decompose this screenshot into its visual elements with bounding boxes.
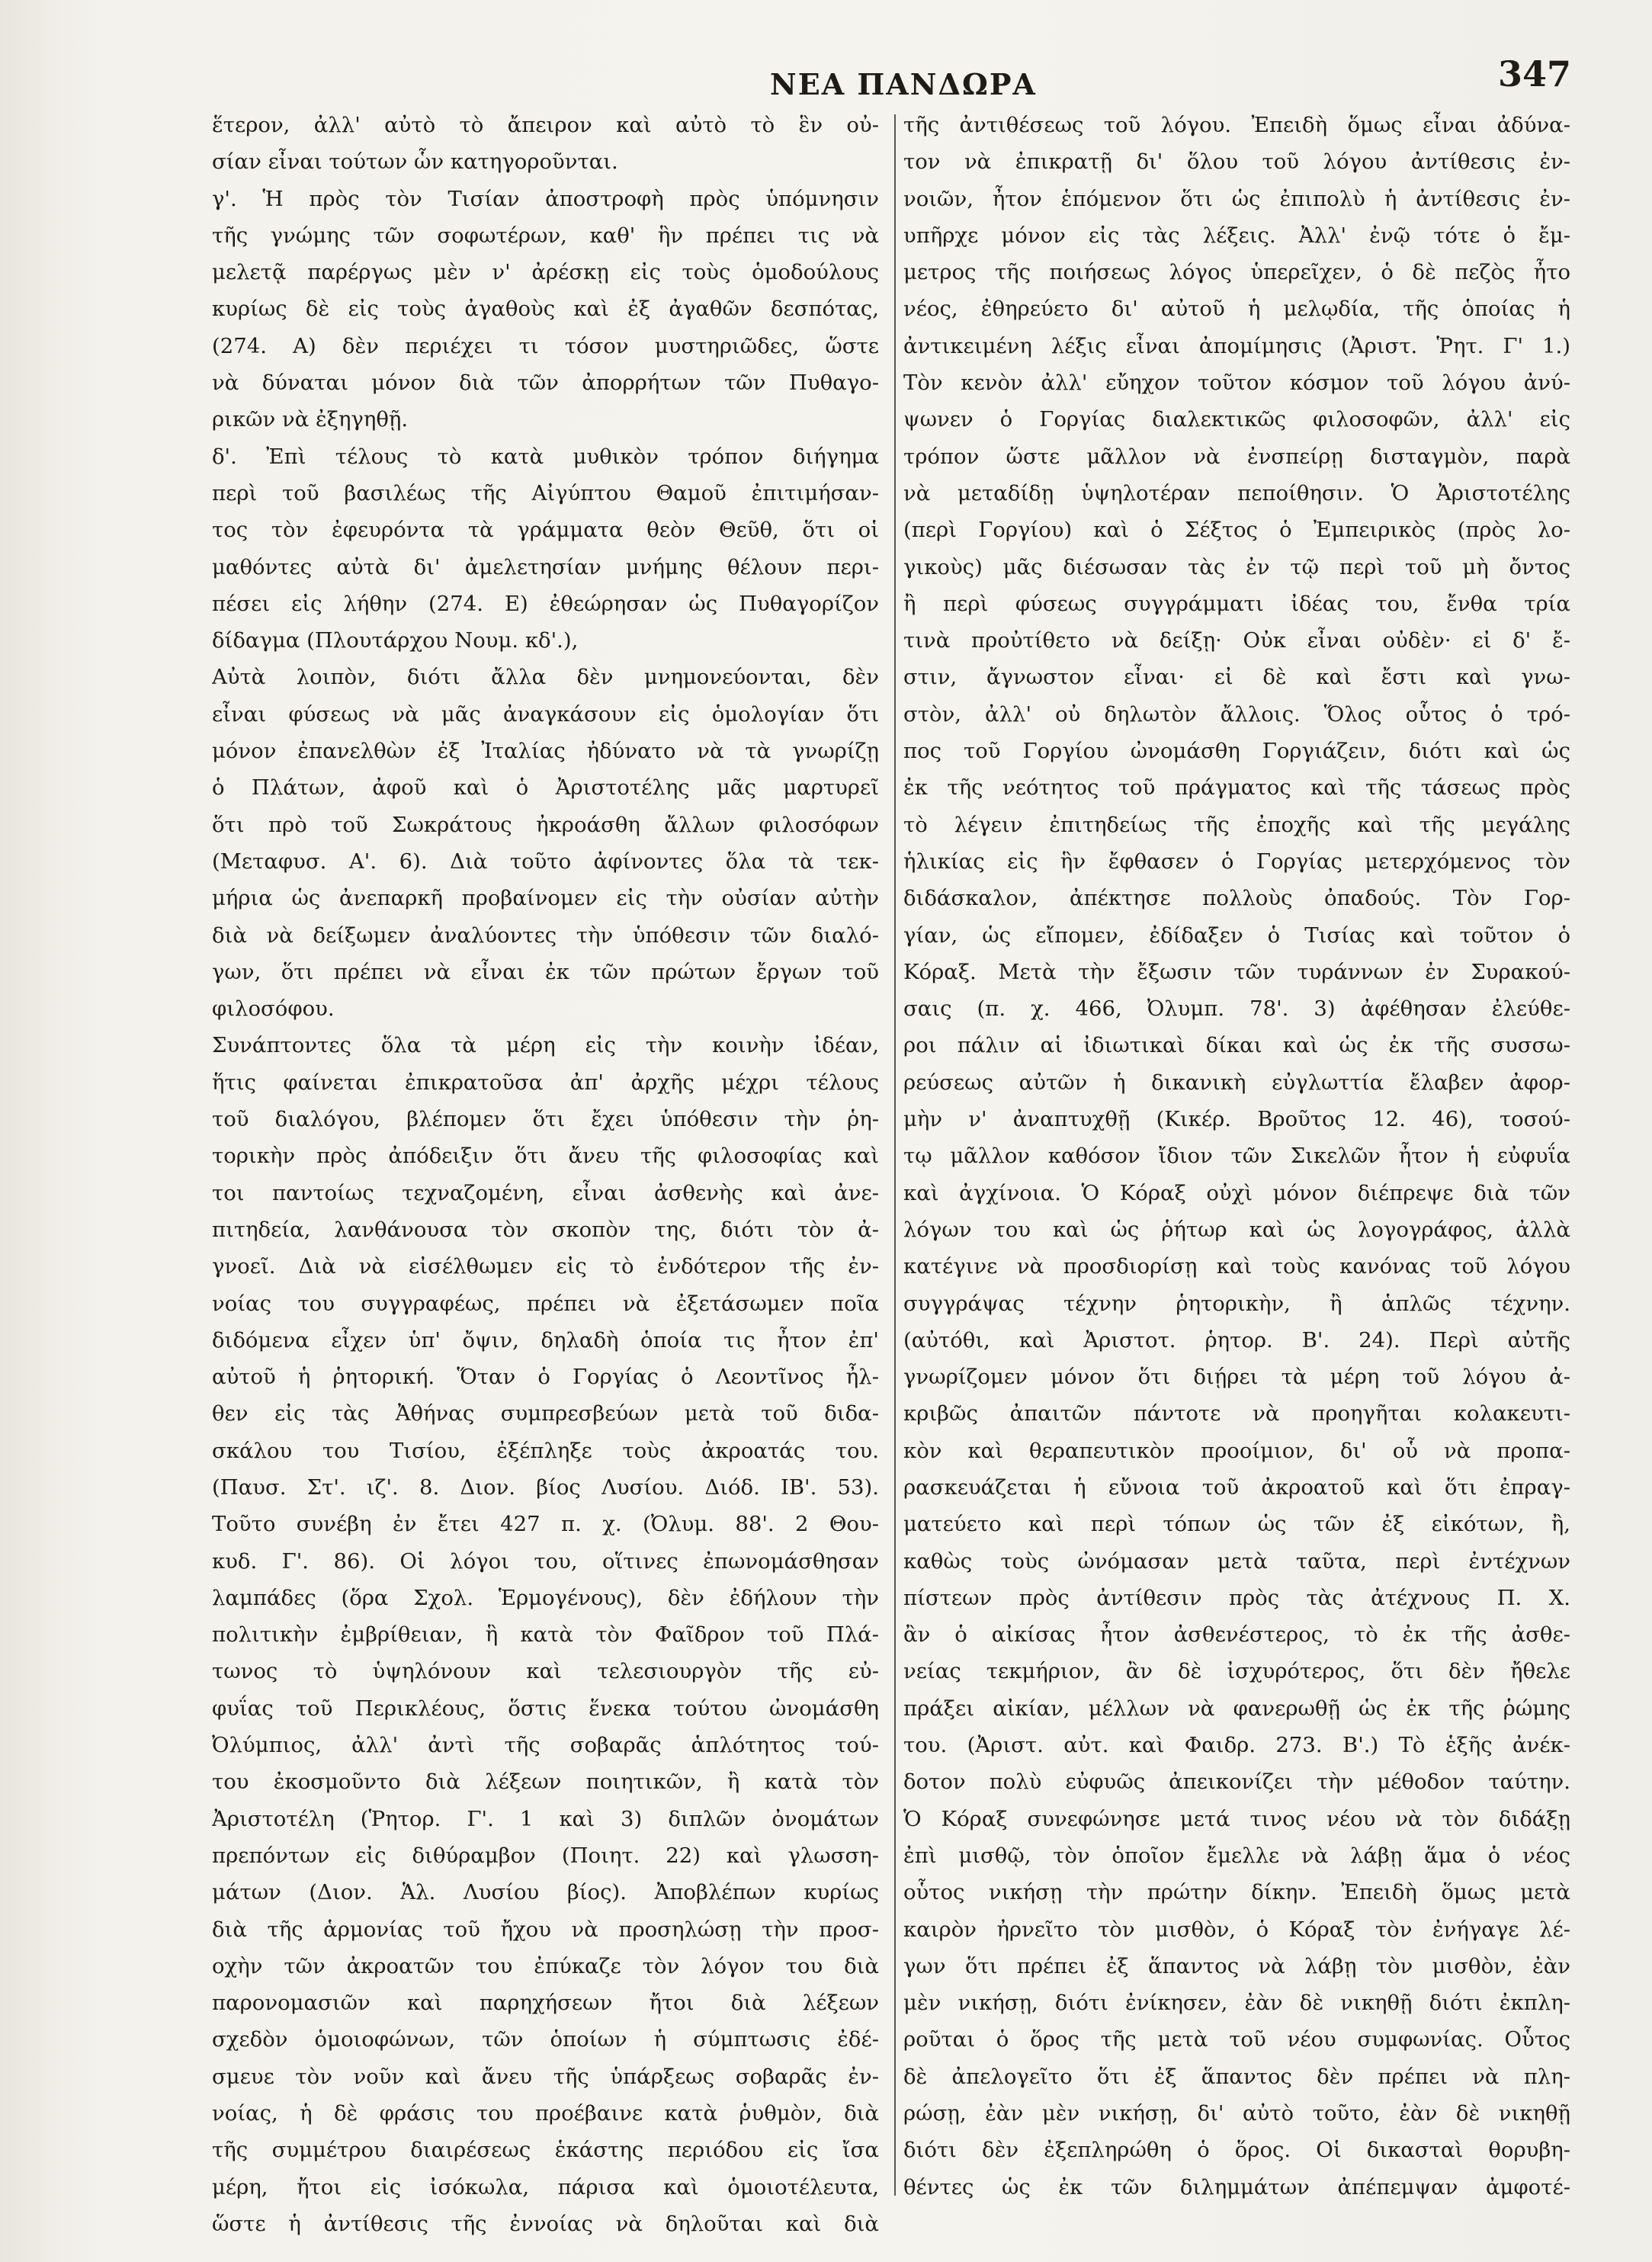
text-line: νοιῶν, ἦτον ἑπόμενον ὅτι ὡς ἐπιπολὺ ἡ ἀντίθεσις ἐν-	[903, 186, 1570, 211]
text-line: (αὐτόθι, καὶ Ἀριστοτ. ῥητορ. Β'. 24). Περὶ αὐτῆς	[903, 1327, 1570, 1352]
text-line: καὶ ἀγχίνοια. Ὁ Κόραξ οὐχὶ μόνον διέπρεψε διὰ τῶν	[903, 1180, 1570, 1205]
text-line: διδάσκαλον, ἀπέκτησε πολλοὺς ὀπαδούς. Τὸν Γορ-	[903, 886, 1570, 911]
text-line: καιρὸν ἠρνεῖτο τὸν μισθὸν, ὁ Κόραξ τὸν ἐνήγαγε λέ-	[903, 1917, 1570, 1942]
text-line: γικοὺς) μᾶς διέσωσαν τὰς ἐν τῷ περὶ τοῦ μὴ ὄντος	[903, 554, 1570, 579]
text-line: ὁ Πλάτων, ἀφοῦ καὶ ὁ Ἀριστοτέλης μᾶς μαρτυρεῖ	[212, 775, 879, 801]
text-line: ἢ περὶ φύσεως συγγράμματι ἰδέας του, ἔνθα τρία	[903, 591, 1570, 616]
text-line: μέρη, ἤτοι εἰς ἰσόκωλα, πάρισα καὶ ὁμοιοτέλευτα,	[212, 2174, 879, 2199]
text-line: πράξει αἰκίαν, μέλλων νὰ φανερωθῇ ὡς ἐκ τῆς ῥώμης	[903, 1696, 1570, 1721]
text-line: οὗτος νικήσῃ τὴν πρώτην δίκην. Ἐπειδὴ ὅμως μετὰ	[903, 1880, 1570, 1905]
text-line: νὰ δύναται μόνον διὰ τῶν ἀπορρήτων τῶν Πυθαγο-	[212, 371, 879, 396]
text-line: κυρίως δὲ εἰς τοὺς ἀγαθοὺς καὶ ἐξ ἀγαθῶν δεσπότας,	[212, 297, 879, 322]
text-line: ροῦται ὁ ὅρος τῆς μετὰ τοῦ νέου συμφωνίας. Οὗτος	[903, 2027, 1570, 2052]
text-line: συγγράψας τέχνην ῥητορικὴν, ἢ ἁπλῶς τέχνην.	[903, 1291, 1570, 1316]
text-line: ρώσῃ, ἐὰν μὲν νικήσῃ, δι' αὐτὸ τοῦτο, ἐὰν δὲ νικηθῇ	[903, 2101, 1570, 2126]
text-line: ἐπὶ μισθῷ, τὸν ὁποῖον ἔμελλε νὰ λάβῃ ἅμα ὁ νέος	[903, 1843, 1570, 1868]
text-line: ματεύετο καὶ περὶ τόπων ὡς τῶν ἐξ εἰκότων, ἢ,	[903, 1512, 1570, 1537]
text-line: του. (Ἀριστ. αὐτ. καὶ Φαιδρ. 273. Β'.) Τὸ ἑξῆς ἀνέκ-	[903, 1733, 1570, 1758]
text-line: μήρια ὡς ἀνεπαρκῆ προβαίνομεν εἰς τὴν οὐσίαν αὐτὴν	[212, 886, 879, 911]
text-line: ἡλικίας εἰς ἣν ἔφθασεν ὁ Γοργίας μετερχόμενος τὸν	[903, 849, 1570, 874]
left-text-column	[212, 107, 879, 2242]
text-line: ὥστε ἡ ἀντίθεσις τῆς ἐννοίας νὰ δηλοῦται καὶ διὰ	[212, 2211, 879, 2236]
text-line: (περὶ Γοργίου) καὶ ὁ Σέξτος ὁ Ἐμπειρικὸς (πρὸς λο-	[903, 518, 1570, 543]
text-line: νείας τεκμήριον, ἂν δὲ ἰσχυρότερος, ὅτι δὲν ἤθελε	[903, 1659, 1570, 1684]
text-line: (274. Α) δὲν περιέχει τι τόσον μυστηριῶδες, ὥστε	[212, 333, 879, 358]
text-line: λόγων του καὶ ὡς ῥήτωρ καὶ ὡς λογογράφος, ἀλλὰ	[903, 1217, 1570, 1242]
text-line: γνοεῖ. Διὰ νὰ εἰσέλθωμεν εἰς τὸ ἐνδότερον τῆς ἐν-	[212, 1254, 879, 1279]
text-line: υπῆρχε μόνον εἰς τὰς λέξεις. Ἀλλ' ἐνῷ τότε ὁ ἔμ-	[903, 223, 1570, 248]
text-line: τὸ λέγειν ἐπιτηδείως τῆς ἐποχῆς καὶ τῆς μεγάλης	[903, 812, 1570, 837]
text-line: κατέγινε νὰ προσδιορίσῃ καὶ τοὺς κανόνας τοῦ λόγου	[903, 1254, 1570, 1279]
text-line: σίαν εἶναι τούτων ὧν κατηγοροῦνται.	[212, 149, 618, 175]
text-line: μετρος τῆς ποιήσεως λόγος ὑπερεῖχεν, ὁ δὲ πεζὸς ἦτο	[903, 260, 1570, 285]
text-line: τρόπον ὥστε μᾶλλον νὰ ἐνσπείρῃ δισταγμὸν, παρὰ	[903, 444, 1570, 469]
text-line: τῳ μᾶλλον καθόσον ἴδιον τῶν Σικελῶν ἦτον ἡ εὐφυΐα	[903, 1144, 1570, 1169]
text-line: νέος, ἐθηρεύετο δι' αὐτοῦ ἡ μελῳδία, τῆς ὁποίας ἡ	[903, 297, 1570, 322]
text-line: Τοῦτο συνέβη ἐν ἔτει 427 π. χ. (Ὀλυμ. 88'. 2 Θου-	[212, 1512, 879, 1537]
text-line: σχεδὸν ὁμοιοφώνων, τῶν ὁποίων ἡ σύμπτωσις ἐδέ-	[212, 2027, 879, 2052]
text-line: φυΐας τοῦ Περικλέους, ὅστις ἕνεκα τούτου ὠνομάσθη	[212, 1696, 879, 1721]
text-line: διότι δὲν ἐξεπληρώθη ὁ ὅρος. Οἱ δικασταὶ θορυβη-	[903, 2138, 1570, 2163]
text-line: πιτηδεία, λανθάνουσα τὸν σκοπὸν της, διότι τὸν ἀ-	[212, 1217, 879, 1242]
text-line: τῆς γνώμης τῶν σοφωτέρων, καθ' ἣν πρέπει τις νὰ	[212, 223, 879, 248]
text-line: τινὰ προὐτίθετο νὰ δείξῃ· Οὐκ εἶναι οὐδὲν· εἰ δ' ἔ-	[903, 628, 1570, 653]
page-header	[0, 46, 1652, 99]
text-line: τοι παντοίως τεχναζομένη, εἶναι ἀσθενὴς καὶ ἀνε-	[212, 1180, 879, 1205]
page-number: 347	[1498, 53, 1572, 95]
text-line: ρικῶν νὰ ἐξηγηθῇ.	[212, 407, 409, 432]
text-line: ἕτερον, ἀλλ' αὐτὸ τὸ ἄπειρον καὶ αὐτὸ τὸ ἓν οὐ-	[212, 113, 879, 137]
text-line: Ὀλύμπιος, ἀλλ' ἀντὶ τῆς σοβαρᾶς ἁπλότητος τού-	[212, 1733, 879, 1758]
text-line: οχὴν τῶν ἀκροατῶν του ἐπύκαζε τὸν λόγον του διὰ	[212, 1953, 879, 1978]
text-line: μάτων (Διον. Ἁλ. Λυσίου βίος). Ἀποβλέπων κυρίως	[212, 1880, 879, 1905]
text-line: ἂν ὁ αἰκίσας ἦτον ἀσθενέστερος, τὸ ἐκ τῆς ἀσθε-	[903, 1622, 1570, 1648]
text-line: μόνον ἐπανελθὼν ἐξ Ἰταλίας ἠδύνατο νὰ τὰ γνωρίζῃ	[212, 739, 879, 764]
text-line: στιν, ἄγνωστον εἶναι· εἰ δὲ καὶ ἔστι καὶ γνω-	[903, 665, 1570, 690]
text-line: νοίας, ἡ δὲ φράσις του προέβαινε κατὰ ῥυθμὸν, διὰ	[212, 2101, 879, 2126]
running-title: ΝΕΑ ΠΑΝΔΩΡΑ	[770, 67, 1037, 101]
text-line: παρονομασιῶν καὶ παρηχήσεων ἤτοι διὰ λέξεων	[212, 1991, 879, 2016]
text-line: γνωρίζομεν μόνον ὅτι διῄρει τὰ μέρη τοῦ λόγου ἀ-	[903, 1365, 1570, 1390]
text-line: διδόμενα εἶχεν ὑπ' ὄψιν, δηλαδὴ ὁποία τις ἦτον ἐπ'	[212, 1327, 879, 1352]
text-line: ἐκ τῆς νεότητος τοῦ πράγματος καὶ τῆς τάσεως πρὸς	[903, 775, 1570, 801]
text-line: τορικὴν πρὸς ἀπόδειξιν ὅτι ἄνευ τῆς φιλοσοφίας καὶ	[212, 1144, 879, 1169]
text-line: κὸν καὶ θεραπευτικὸν προοίμιον, δι' οὗ νὰ προπα-	[903, 1438, 1570, 1463]
text-line: Τὸν κενὸν ἀλλ' εὔηχον τοῦτον κόσμον τοῦ λόγου ἀνύ-	[903, 371, 1570, 396]
text-line: δὲ ἀπελογεῖτο ὅτι ἐξ ἅπαντος δὲν πρέπει νὰ πλη-	[903, 2064, 1570, 2089]
text-line: ἀντικειμένη λέξις εἶναι ἀπομίμησις (Ἀριστ. Ῥητ. Γ' 1.)	[903, 333, 1570, 358]
text-line: νοίας του συγγραφέως, πρέπει νὰ ἐξετάσωμεν ποῖα	[212, 1291, 879, 1316]
text-line: εἶναι φύσεως νὰ μᾶς ἀναγκάσουν εἰς ὁμολογίαν ὅτι	[212, 701, 879, 727]
text-line: μὴν ν' ἀναπτυχθῇ (Κικέρ. Βροῦτος 12. 46), τοσού-	[903, 1107, 1570, 1132]
text-line: σμευε τὸν νοῦν καὶ ἄνευ τῆς ὑπάρξεως σοβαρᾶς ἐν-	[212, 2064, 879, 2089]
text-line: κυδ. Γ'. 86). Οἱ λόγοι του, οἵτινες ἐπωνομάσθησαν	[212, 1548, 879, 1574]
text-line: κριβῶς ἀπαιτῶν πάντοτε νὰ προηγῆται κολακευτι-	[903, 1401, 1570, 1426]
text-line: σαις (π. χ. 466, Ὀλυμπ. 78'. 3) ἀφέθησαν ἐλεύθε-	[903, 996, 1570, 1022]
text-line: διὰ τῆς ἁρμονίας τοῦ ἤχου νὰ προσηλώσῃ τὴν προσ-	[212, 1917, 879, 1942]
text-line: τῆς συμμέτρου διαιρέσεως ἑκάστης περιόδου εἰς ἴσα	[212, 2138, 879, 2163]
text-line: γ'. Ἡ πρὸς τὸν Τισίαν ἀποστροφὴ πρὸς ὑπόμνησιν	[212, 186, 879, 211]
column-divider	[894, 114, 896, 2196]
text-line: δοτον πολὺ εὐφυῶς ἀπεικονίζει τὴν μέθοδον ταύτην.	[903, 1769, 1570, 1795]
text-line: Κόραξ. Μετὰ τὴν ἔξωσιν τῶν τυράννων ἐν Συρακού-	[903, 959, 1570, 984]
text-line: δίδαγμα (Πλουτάρχου Νουμ. κδ'.),	[212, 628, 579, 653]
text-line: νὰ μεταδίδῃ ὑψηλοτέραν πεποίθησιν. Ὁ Ἀριστοτέλης	[903, 480, 1570, 505]
text-line: τῆς ἀντιθέσεως τοῦ λόγου. Ἐπειδὴ ὅμως εἶναι ἀδύνα-	[903, 113, 1570, 137]
text-line: θεν εἰς τὰς Ἀθήνας συμπρεσβεύων μετὰ τοῦ διδα-	[212, 1401, 879, 1426]
text-line: (Μεταφυσ. Α'. 6). Διὰ τοῦτο ἀφίνοντες ὅλα τὰ τεκ-	[212, 849, 879, 874]
text-line: γων ὅτι πρέπει ἐξ ἅπαντος νὰ λάβῃ τὸν μισθὸν, ἐὰν	[903, 1953, 1570, 1978]
text-line: διὰ νὰ δείξωμεν ἀναλύοντες τὴν ὑπόθεσιν τῶν διαλό-	[212, 922, 879, 948]
text-line: ρασκευάζεται ἡ εὔνοια τοῦ ἀκροατοῦ καὶ ὅτι ἐπραγ-	[903, 1474, 1570, 1500]
text-line: Ὁ Κόραξ συνεφώνησε μετά τινος νέου νὰ τὸν διδάξῃ	[903, 1806, 1570, 1831]
text-line: πέσει εἰς λήθην (274. Ε) ἐθεώρησαν ὡς Πυθαγορίζον	[212, 591, 879, 616]
text-line: θέντες ὡς ἐκ τῶν διλημμάτων ἀπέπεμψαν ἀμφοτέ-	[903, 2174, 1570, 2199]
text-line: τοῦ διαλόγου, βλέπομεν ὅτι ἔχει ὑπόθεσιν τὴν ῥη-	[212, 1107, 879, 1132]
text-line: δ'. Ἐπὶ τέλους τὸ κατὰ μυθικὸν τρόπον διήγημα	[212, 444, 879, 469]
text-line: αὐτοῦ ἡ ῥητορική. Ὅταν ὁ Γοργίας ὁ Λεοντῖνος ἦλ-	[212, 1365, 879, 1390]
text-line: μὲν νικήσῃ, διότι ἐνίκησεν, ἐὰν δὲ νικηθῇ διότι ἐκπλη-	[903, 1991, 1570, 2016]
text-line: μαθόντες αὐτὰ δι' ἀμελετησίαν μνήμης θέλουν περι-	[212, 554, 879, 579]
text-line: τωνος τὸ ὑψηλόνουν καὶ τελεσιουργὸν τῆς εὐ-	[212, 1659, 879, 1684]
text-line: Ἀριστοτέλη (Ῥητορ. Γ'. 1 καὶ 3) διπλῶν ὀνομάτων	[212, 1806, 879, 1831]
text-line: τον νὰ ἐπικρατῇ δι' ὅλου τοῦ λόγου ἀντίθεσις ἐν-	[903, 149, 1570, 175]
text-line: φιλοσόφου.	[212, 996, 335, 1022]
text-line: Συνάπτοντες ὅλα τὰ μέρη εἰς τὴν κοινὴν ἰδέαν,	[212, 1033, 879, 1058]
text-line: ἥτις φαίνεται ἐπικρατοῦσα ἀπ' ἀρχῆς μέχρι τέλους	[212, 1070, 879, 1095]
text-line: γίαν, ὡς εἴπομεν, ἐδίδαξεν ὁ Τισίας καὶ τοῦτον ὁ	[903, 922, 1570, 948]
text-line: τος τὸν ἐφευρόντα τὰ γράμματα θεὸν Θεῦθ, ὅτι οἱ	[212, 518, 879, 543]
text-line: Αὐτὰ λοιπὸν, διότι ἄλλα δὲν μνημονεύονται, δὲν	[212, 665, 879, 690]
text-line: πρεπόντων εἰς διθύραμβον (Ποιητ. 22) καὶ γλωσση-	[212, 1843, 879, 1868]
text-line: (Παυσ. Στ'. ιζ'. 8. Διον. βίος Λυσίου. Διόδ. ΙΒ'. 53).	[212, 1474, 879, 1500]
text-line: του ἐκοσμοῦντο διὰ λέξεων ποιητικῶν, ἢ κατὰ τὸν	[212, 1769, 879, 1795]
text-line: σκάλου του Τισίου, ἐξέπληξε τοὺς ἀκροατάς του.	[212, 1438, 879, 1463]
text-line: ρεύσεως αὐτῶν ἡ δικανικὴ εὐγλωττία ἔλαβεν ἀφορ-	[903, 1070, 1570, 1095]
text-line: πίστεων πρὸς ἀντίθεσιν πρὸς τὰς ἀτέχνους Π. Χ.	[903, 1585, 1570, 1610]
right-text-column	[903, 107, 1570, 2206]
text-line: λαμπάδες (ὅρα Σχολ. Ἑρμογένους), δὲν ἐδήλουν τὴν	[212, 1585, 879, 1610]
text-line: πος τοῦ Γοργίου ὠνομάσθη Γοργιάζειν, διότι καὶ ὡς	[903, 739, 1570, 764]
text-line: καθὼς τοὺς ὠνόμασαν μετὰ ταῦτα, περὶ ἐντέχνων	[903, 1548, 1570, 1574]
text-line: μελετᾷ παρέργως μὲν ν' ἀρέσκῃ εἰς τοὺς ὁμοδούλους	[212, 260, 879, 285]
text-line: πολιτικὴν ἐμβρίθειαν, ἣ κατὰ τὸν Φαῖδρον τοῦ Πλά-	[212, 1622, 879, 1648]
text-line: ροι πάλιν αἱ ἰδιωτικαὶ δίκαι καὶ ὡς ἐκ τῆς συσσω-	[903, 1033, 1570, 1058]
text-line: ὅτι πρὸ τοῦ Σωκράτους ἠκροάσθη ἄλλων φιλοσόφων	[212, 812, 879, 837]
text-line: γων, ὅτι πρέπει νὰ εἶναι ἐκ τῶν πρώτων ἔργων τοῦ	[212, 959, 879, 984]
text-line: ψωνεν ὁ Γοργίας διαλεκτικῶς φιλοσοφῶν, ἀλλ' εἰς	[903, 407, 1570, 432]
text-line: περὶ τοῦ βασιλέως τῆς Αἰγύπτου Θαμοῦ ἐπιτιμήσαν-	[212, 480, 879, 505]
text-line: στὸν, ἀλλ' οὐ δηλωτὸν ἄλλοις. Ὅλος οὗτος ὁ τρό-	[903, 701, 1570, 727]
